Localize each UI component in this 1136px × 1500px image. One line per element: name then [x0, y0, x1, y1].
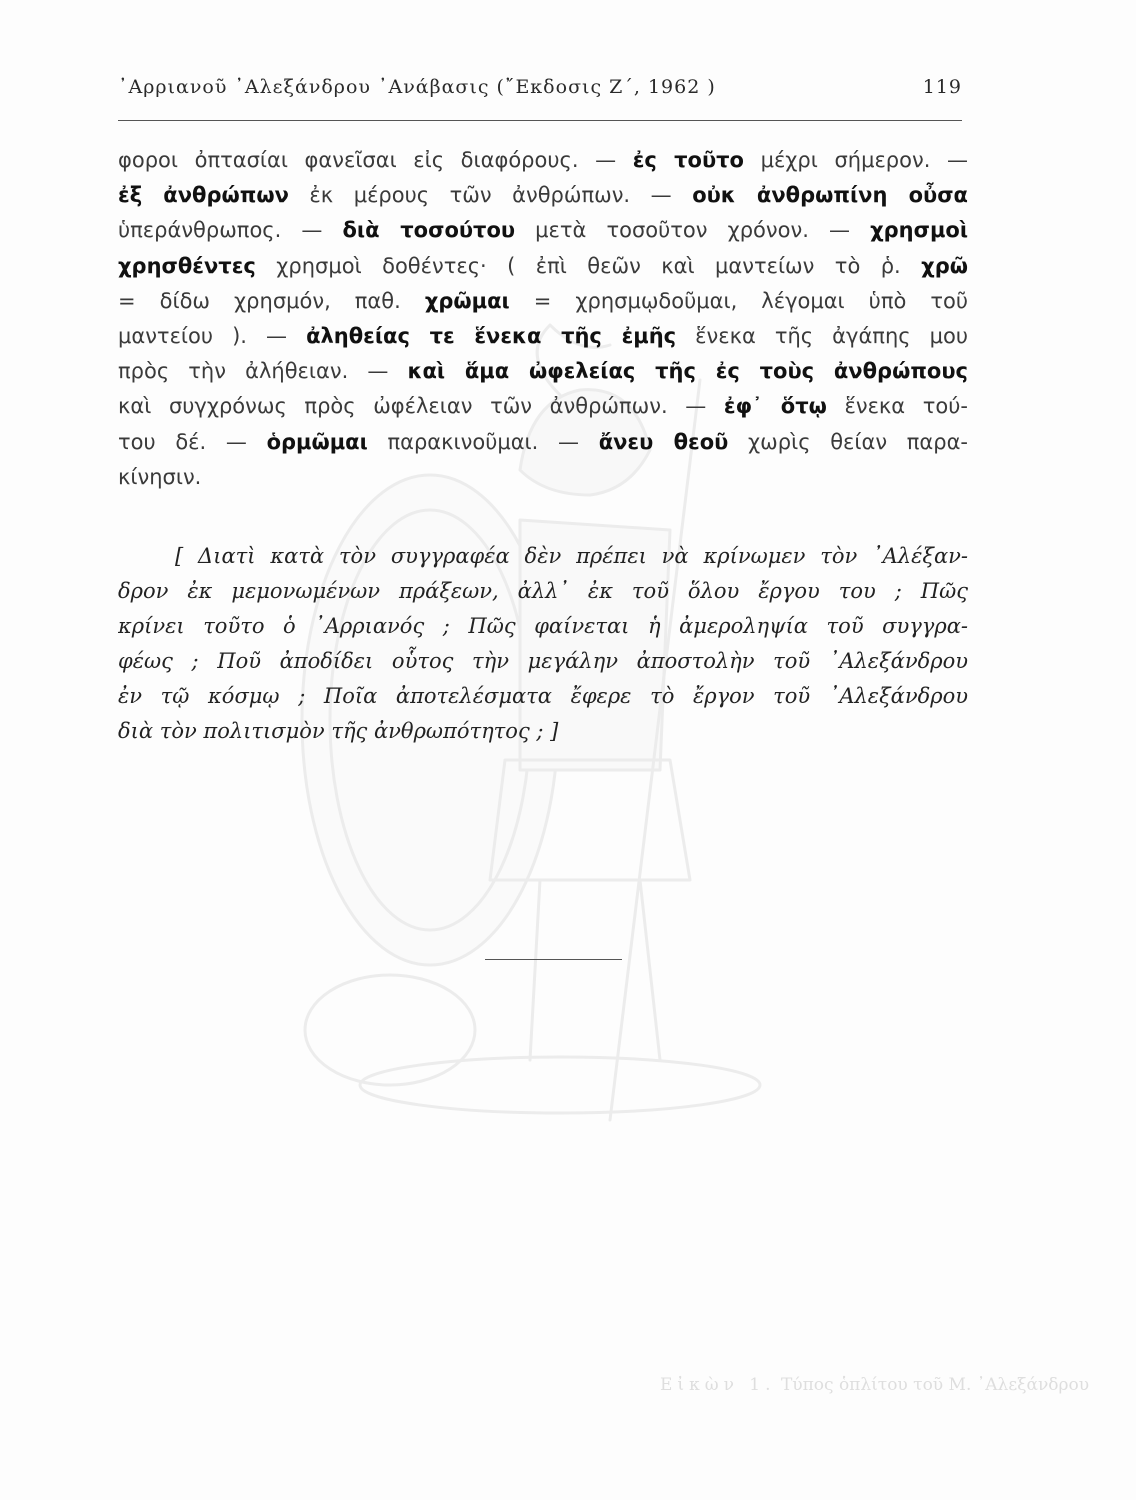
lemma: χρησμοὶ	[870, 218, 968, 243]
gloss-text: ὑπεράνθρωπος. —	[118, 218, 343, 243]
gloss-line	[118, 249, 968, 284]
question-line: φέως ; Ποῦ ἀποδίδει οὗτος τὴν μεγάλην ἀποστολὴν τοῦ ᾿Αλεξάνδρου	[118, 649, 968, 673]
question-line: κρίνει τοῦτο ὁ ᾿Αρριανός ; Πῶς φαίνεται ἡ ἀμεροληψία τοῦ συγγρα-	[118, 614, 968, 638]
gloss-line	[118, 319, 968, 354]
gloss-text: παρακινοῦμαι. —	[367, 429, 599, 454]
lemma: οὐκ ἀνθρωπίνη οὖσα	[692, 183, 968, 208]
gloss-text: μέχρι σήμερον. —	[743, 148, 968, 172]
gloss-text: χρησμοὶ δοθέντες· ( ἐπὶ θεῶν καὶ μαντείων τὸ ῥ.	[255, 253, 922, 278]
gloss-line	[118, 178, 968, 213]
lemma: ἐς τοῦτο	[632, 148, 744, 172]
gloss-line	[118, 284, 968, 319]
page-number: 119	[922, 76, 962, 98]
bleed-through-caption	[660, 1373, 1089, 1397]
question-line: διὰ τὸν πολιτισμὸν τῆς ἀνθρωπότητος ; ]	[118, 719, 559, 743]
lemma: ἄνευ θεοῦ	[598, 429, 729, 454]
gloss-text: χωρὶς θείαν παρα-	[728, 429, 968, 454]
lemma: διὰ τοσούτου	[342, 218, 516, 243]
gloss-line	[118, 389, 968, 424]
lemma: καὶ ἅμα ὠφελείας τῆς ἐς τοὺς ἀνθρώπους	[407, 359, 968, 384]
gloss-text: φοροι ὀπτασίαι φανεῖσαι εἰς διαφόρους. —	[118, 148, 633, 172]
lemma: χρῶμαι	[424, 288, 510, 313]
gloss-text: ἕνεκα τῆς ἀγάπης μου	[676, 323, 968, 348]
caption-label: Εἰκὼν 1.	[660, 1375, 776, 1395]
gloss-text: καὶ συγχρόνως πρὸς ὠφέλειαν τῶν ἀνθρώπων. —	[118, 394, 724, 419]
caption-text: Τύπος ὁπλίτου τοῦ Μ. ᾿Αλεξάνδρου	[780, 1375, 1090, 1395]
gloss-text: = χρησμῳδοῦμαι, λέγομαι ὑπὸ τοῦ	[509, 288, 968, 313]
gloss-text: ἐκ μέρους τῶν ἀνθρώπων. —	[288, 183, 693, 208]
study-questions	[118, 539, 968, 749]
gloss-text: κίνησιν.	[118, 464, 202, 489]
gloss-text: μαντείου ). —	[118, 323, 307, 348]
lemma: ὁρμῶμαι	[266, 429, 368, 454]
lemma: χρησθέντες	[118, 253, 256, 278]
question-line: [ Διατὶ κατὰ τὸν συγγραφέα δὲν πρέπει νὰ κρίνωμεν τὸν ᾿Αλέξαν-	[175, 544, 968, 568]
header-rule	[118, 120, 962, 121]
gloss-line	[118, 354, 968, 389]
lemma: ἀληθείας τε ἕνεκα τῆς ἐμῆς	[306, 323, 677, 348]
gloss-text: μετὰ τοσοῦτον χρόνον. —	[515, 218, 871, 243]
gloss-text: ἕνεκα τού-	[826, 394, 968, 419]
question-line: δρον ἐκ μεμονωμένων πράξεων, ἀλλ᾽ ἐκ τοῦ ὅλου ἔργου του ; Πῶς	[118, 579, 968, 603]
lemma: ἐξ ἀνθρώπων	[118, 183, 289, 208]
gloss-line	[118, 213, 968, 248]
lemma: χρῶ	[921, 253, 968, 278]
gloss-text: πρὸς τὴν ἀλήθειαν. —	[118, 359, 408, 384]
gloss-line	[118, 460, 968, 495]
gloss-text: του δέ. —	[118, 429, 267, 454]
section-end-rule	[485, 959, 622, 960]
running-title: ᾿Αρριανοῦ ᾿Αλεξάνδρου ᾿Ανάβασις (῎Εκδοσις Ζ΄, 1962 )	[118, 76, 716, 98]
gloss-line	[118, 143, 968, 178]
gloss-line	[118, 425, 968, 460]
lemma: ἐφ᾽ ὅτῳ	[723, 394, 827, 419]
question-line: ἐν τῷ κόσμῳ ; Ποῖα ἀποτελέσματα ἔφερε τὸ ἔργον τοῦ ᾿Αλεξάνδρου	[118, 684, 968, 708]
glosses-block	[118, 143, 968, 495]
gloss-text: = δίδω χρησμόν, παθ.	[118, 288, 425, 313]
